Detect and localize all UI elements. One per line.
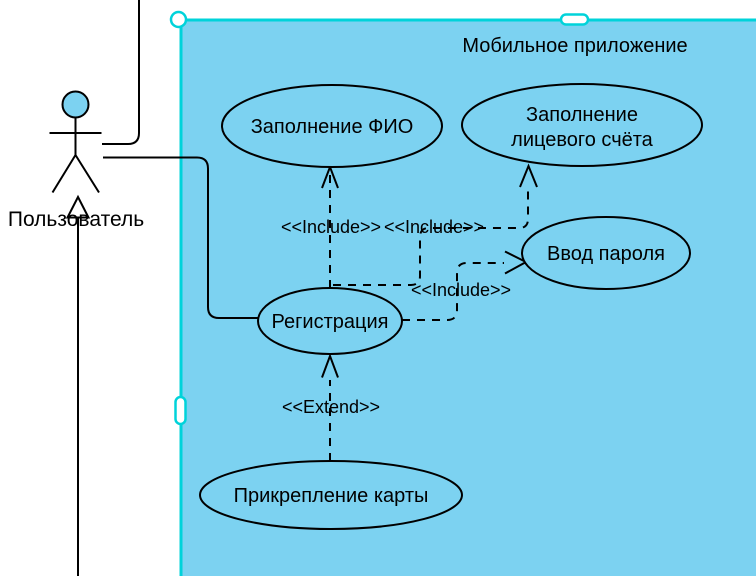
resize-handle-n[interactable]: [561, 15, 588, 25]
association-actor-top[interactable]: [102, 0, 139, 144]
use-case-attach-card[interactable]: [200, 461, 462, 529]
use-case-enter-password[interactable]: [522, 217, 690, 289]
include-label-1: <<Include>>: [280, 217, 382, 237]
resize-handle-nw[interactable]: [171, 12, 186, 27]
use-case-fill-account-label-line1: Заполнение: [526, 104, 638, 126]
use-case-fill-account[interactable]: [462, 84, 702, 166]
use-case-registration[interactable]: [258, 288, 402, 354]
use-case-fill-account-label-line2: лицевого счёта: [511, 129, 653, 151]
include-label-2: <<Include>>: [383, 217, 485, 237]
actor-head-icon: [63, 92, 89, 118]
actor-body-icon: [50, 118, 102, 193]
system-boundary-label: Мобильное приложение: [462, 35, 688, 57]
use-case-registration-label: Регистрация: [271, 311, 389, 333]
include-label-3: <<Include>>: [410, 280, 512, 300]
actor-label: Пользователь: [7, 208, 145, 231]
extend-label: <<Extend>>: [281, 397, 381, 417]
use-case-enter-password-label: Ввод пароля: [547, 243, 665, 265]
resize-handle-w[interactable]: [176, 397, 186, 424]
use-case-fill-fio-label: Заполнение ФИО: [250, 116, 414, 138]
use-case-attach-card-label: Прикрепление карты: [233, 485, 429, 507]
generalization-edge[interactable]: [68, 197, 89, 576]
actor-user[interactable]: [50, 92, 102, 193]
use-case-fill-fio[interactable]: [222, 85, 442, 167]
